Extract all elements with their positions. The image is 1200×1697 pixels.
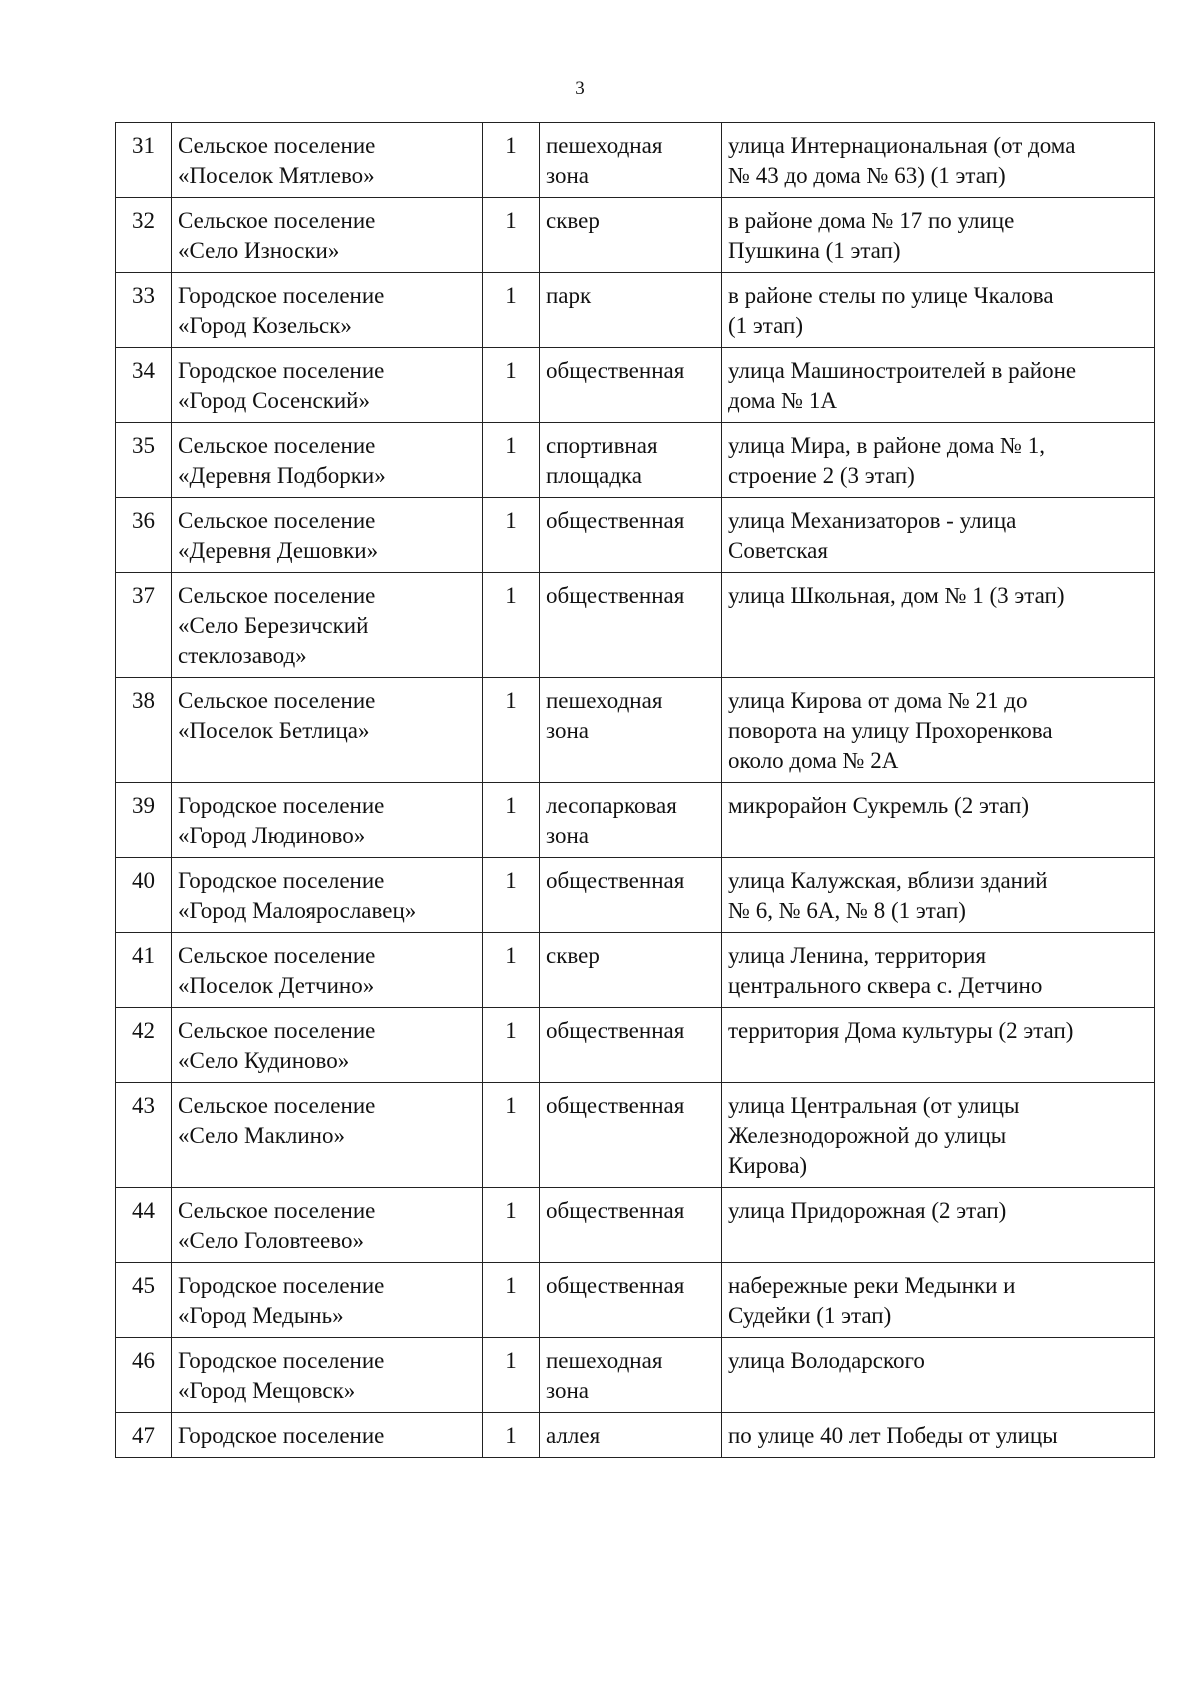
- territory-type-cell: [540, 1413, 722, 1458]
- quantity-cell: [483, 1008, 540, 1083]
- quantity-cell: [483, 858, 540, 933]
- row-number-cell: [116, 858, 172, 933]
- row-number-text: 45: [132, 1273, 155, 1298]
- location-text: улица Придорожная (2 этап): [728, 1198, 1007, 1223]
- territory-type-text: общественная: [546, 583, 685, 608]
- location-text: улица Машиностроителей в районе дома № 1А: [728, 358, 1077, 413]
- quantity-cell: [483, 1338, 540, 1413]
- row-number-cell: [116, 1188, 172, 1263]
- territory-type-cell: [540, 348, 722, 423]
- quantity-cell: [483, 1083, 540, 1188]
- quantity-text: 1: [505, 688, 517, 713]
- settlement-cell: [172, 858, 483, 933]
- settlement-text: Сельское поселение «Поселок Мятлево»: [178, 133, 376, 188]
- location-text: улица Володарского: [728, 1348, 925, 1373]
- quantity-cell: [483, 198, 540, 273]
- row-number-cell: [116, 1083, 172, 1188]
- table-row-43: [116, 1083, 1155, 1188]
- quantity-cell: [483, 273, 540, 348]
- quantity-text: 1: [505, 433, 517, 458]
- territory-type-cell: [540, 678, 722, 783]
- territory-type-cell: [540, 1188, 722, 1263]
- settlement-text: Сельское поселение «Поселок Детчино»: [178, 943, 376, 998]
- row-number-cell: [116, 498, 172, 573]
- quantity-cell: [483, 573, 540, 678]
- location-cell: [722, 858, 1155, 933]
- quantity-text: 1: [505, 358, 517, 383]
- settlement-text: Городское поселение: [178, 1423, 385, 1448]
- location-cell: [722, 348, 1155, 423]
- settlement-text: Сельское поселение «Деревня Дешовки»: [178, 508, 379, 563]
- row-number-cell: [116, 198, 172, 273]
- table-row-42: [116, 1008, 1155, 1083]
- location-text: улица Интернациональная (от дома № 43 до дома № 63) (1 этап): [728, 133, 1076, 188]
- settlement-text: Сельское поселение «Поселок Бетлица»: [178, 688, 376, 743]
- table-row-36: [116, 498, 1155, 573]
- row-number-cell: [116, 1263, 172, 1338]
- table-row-34: [116, 348, 1155, 423]
- quantity-text: 1: [505, 133, 517, 158]
- territory-type-cell: [540, 1008, 722, 1083]
- table-row-33: [116, 273, 1155, 348]
- location-text: улица Кирова от дома № 21 до поворота на улицу Прохоренкова около дома № 2А: [728, 688, 1053, 773]
- location-cell: [722, 933, 1155, 1008]
- settlement-cell: [172, 1188, 483, 1263]
- quantity-text: 1: [505, 508, 517, 533]
- territory-type-text: пешеходная зона: [546, 1348, 663, 1403]
- row-number-text: 31: [132, 133, 155, 158]
- settlement-text: Сельское поселение «Село Маклино»: [178, 1093, 376, 1148]
- projects-table: [115, 122, 1155, 1458]
- row-number-cell: [116, 783, 172, 858]
- location-text: улица Школьная, дом № 1 (3 этап): [728, 583, 1065, 608]
- table-row-46: [116, 1338, 1155, 1413]
- territory-type-text: аллея: [546, 1423, 601, 1448]
- table-row-38: [116, 678, 1155, 783]
- row-number-text: 38: [132, 688, 155, 713]
- territory-type-text: общественная: [546, 358, 685, 383]
- settlement-cell: [172, 933, 483, 1008]
- territory-type-cell: [540, 858, 722, 933]
- table-row-39: [116, 783, 1155, 858]
- quantity-text: 1: [505, 1093, 517, 1118]
- territory-type-text: сквер: [546, 208, 600, 233]
- location-text: набережные реки Медынки и Судейки (1 этап): [728, 1273, 1016, 1328]
- row-number-text: 36: [132, 508, 155, 533]
- row-number-text: 46: [132, 1348, 155, 1373]
- table-row-35: [116, 423, 1155, 498]
- location-text: улица Калужская, вблизи зданий № 6, № 6А, № 8 (1 этап): [728, 868, 1048, 923]
- location-cell: [722, 1008, 1155, 1083]
- quantity-cell: [483, 1188, 540, 1263]
- settlement-cell: [172, 783, 483, 858]
- settlement-cell: [172, 1338, 483, 1413]
- territory-type-text: общественная: [546, 508, 685, 533]
- territory-type-text: сквер: [546, 943, 600, 968]
- row-number-text: 42: [132, 1018, 155, 1043]
- settlement-text: Сельское поселение «Село Березичский стеклозавод»: [178, 583, 376, 668]
- settlement-text: Сельское поселение «Деревня Подборки»: [178, 433, 386, 488]
- quantity-cell: [483, 123, 540, 198]
- table-row-32: [116, 198, 1155, 273]
- row-number-cell: [116, 273, 172, 348]
- table-row-40: [116, 858, 1155, 933]
- territory-type-text: спортивная площадка: [546, 433, 658, 488]
- location-cell: [722, 678, 1155, 783]
- territory-type-text: общественная: [546, 1273, 685, 1298]
- territory-type-cell: [540, 783, 722, 858]
- row-number-text: 34: [132, 358, 155, 383]
- quantity-text: 1: [505, 1198, 517, 1223]
- territory-type-text: парк: [546, 283, 592, 308]
- row-number-text: 41: [132, 943, 155, 968]
- quantity-cell: [483, 678, 540, 783]
- quantity-cell: [483, 348, 540, 423]
- location-cell: [722, 1263, 1155, 1338]
- location-cell: [722, 1338, 1155, 1413]
- row-number-cell: [116, 348, 172, 423]
- settlement-text: Городское поселение «Город Малоярославец»: [178, 868, 417, 923]
- table-row-31: [116, 123, 1155, 198]
- territory-type-text: общественная: [546, 1018, 685, 1043]
- table-row-37: [116, 573, 1155, 678]
- quantity-text: 1: [505, 208, 517, 233]
- settlement-cell: [172, 1083, 483, 1188]
- quantity-text: 1: [505, 868, 517, 893]
- row-number-cell: [116, 1413, 172, 1458]
- location-text: улица Центральная (от улицы Железнодорожной до улицы Кирова): [728, 1093, 1020, 1178]
- location-cell: [722, 198, 1155, 273]
- quantity-text: 1: [505, 1423, 517, 1448]
- settlement-text: Городское поселение «Город Козельск»: [178, 283, 385, 338]
- row-number-text: 33: [132, 283, 155, 308]
- settlement-text: Сельское поселение «Село Кудиново»: [178, 1018, 376, 1073]
- settlement-text: Городское поселение «Город Сосенский»: [178, 358, 385, 413]
- location-cell: [722, 1188, 1155, 1263]
- territory-type-cell: [540, 573, 722, 678]
- row-number-text: 39: [132, 793, 155, 818]
- row-number-cell: [116, 573, 172, 678]
- territory-type-cell: [540, 198, 722, 273]
- territory-type-text: пешеходная зона: [546, 688, 663, 743]
- settlement-text: Сельское поселение «Село Износки»: [178, 208, 376, 263]
- quantity-text: 1: [505, 1273, 517, 1298]
- settlement-cell: [172, 123, 483, 198]
- settlement-cell: [172, 1413, 483, 1458]
- row-number-text: 35: [132, 433, 155, 458]
- row-number-cell: [116, 423, 172, 498]
- settlement-cell: [172, 1263, 483, 1338]
- settlement-cell: [172, 423, 483, 498]
- quantity-cell: [483, 783, 540, 858]
- quantity-cell: [483, 933, 540, 1008]
- territory-type-cell: [540, 933, 722, 1008]
- row-number-text: 37: [132, 583, 155, 608]
- table-row-41: [116, 933, 1155, 1008]
- territory-type-cell: [540, 498, 722, 573]
- territory-type-text: общественная: [546, 1093, 685, 1118]
- location-cell: [722, 783, 1155, 858]
- settlement-cell: [172, 273, 483, 348]
- table-row-47: [116, 1413, 1155, 1458]
- territory-type-text: пешеходная зона: [546, 133, 663, 188]
- location-cell: [722, 273, 1155, 348]
- settlement-text: Городское поселение «Город Мещовск»: [178, 1348, 385, 1403]
- row-number-cell: [116, 933, 172, 1008]
- location-text: улица Механизаторов - улица Советская: [728, 508, 1017, 563]
- row-number-cell: [116, 123, 172, 198]
- settlement-text: Городское поселение «Город Медынь»: [178, 1273, 385, 1328]
- settlement-cell: [172, 498, 483, 573]
- territory-type-cell: [540, 1083, 722, 1188]
- quantity-text: 1: [505, 1348, 517, 1373]
- row-number-text: 43: [132, 1093, 155, 1118]
- row-number-text: 47: [132, 1423, 155, 1448]
- territory-type-cell: [540, 123, 722, 198]
- quantity-text: 1: [505, 283, 517, 308]
- row-number-text: 32: [132, 208, 155, 233]
- quantity-text: 1: [505, 583, 517, 608]
- location-cell: [722, 123, 1155, 198]
- row-number-text: 44: [132, 1198, 155, 1223]
- row-number-cell: [116, 1008, 172, 1083]
- territory-type-text: лесопарковая зона: [546, 793, 677, 848]
- table-row-44: [116, 1188, 1155, 1263]
- location-text: в районе дома № 17 по улице Пушкина (1 этап): [728, 208, 1015, 263]
- quantity-cell: [483, 498, 540, 573]
- territory-type-cell: [540, 273, 722, 348]
- location-text: территория Дома культуры (2 этап): [728, 1018, 1074, 1043]
- territory-type-cell: [540, 1263, 722, 1338]
- quantity-cell: [483, 423, 540, 498]
- territory-type-cell: [540, 423, 722, 498]
- location-text: в районе стелы по улице Чкалова (1 этап): [728, 283, 1054, 338]
- quantity-text: 1: [505, 1018, 517, 1043]
- location-cell: [722, 1413, 1155, 1458]
- row-number-text: 40: [132, 868, 155, 893]
- location-text: микрорайон Сукремль (2 этап): [728, 793, 1030, 818]
- quantity-text: 1: [505, 793, 517, 818]
- settlement-cell: [172, 198, 483, 273]
- territory-type-text: общественная: [546, 868, 685, 893]
- quantity-text: 1: [505, 943, 517, 968]
- table-body: [116, 123, 1155, 1458]
- settlement-cell: [172, 573, 483, 678]
- settlement-text: Сельское поселение «Село Головтеево»: [178, 1198, 376, 1253]
- settlement-cell: [172, 348, 483, 423]
- row-number-cell: [116, 1338, 172, 1413]
- location-cell: [722, 423, 1155, 498]
- settlement-cell: [172, 1008, 483, 1083]
- quantity-cell: [483, 1263, 540, 1338]
- row-number-cell: [116, 678, 172, 783]
- page-number: 3: [575, 78, 585, 99]
- location-text: по улице 40 лет Победы от улицы: [728, 1423, 1058, 1448]
- location-text: улица Мира, в районе дома № 1, строение 2 (3 этап): [728, 433, 1045, 488]
- territory-type-cell: [540, 1338, 722, 1413]
- location-cell: [722, 498, 1155, 573]
- territory-type-text: общественная: [546, 1198, 685, 1223]
- settlement-text: Городское поселение «Город Людиново»: [178, 793, 385, 848]
- location-text: улица Ленина, территория центрального сквера с. Детчино: [728, 943, 1043, 998]
- table-row-45: [116, 1263, 1155, 1338]
- quantity-cell: [483, 1413, 540, 1458]
- location-cell: [722, 1083, 1155, 1188]
- location-cell: [722, 573, 1155, 678]
- settlement-cell: [172, 678, 483, 783]
